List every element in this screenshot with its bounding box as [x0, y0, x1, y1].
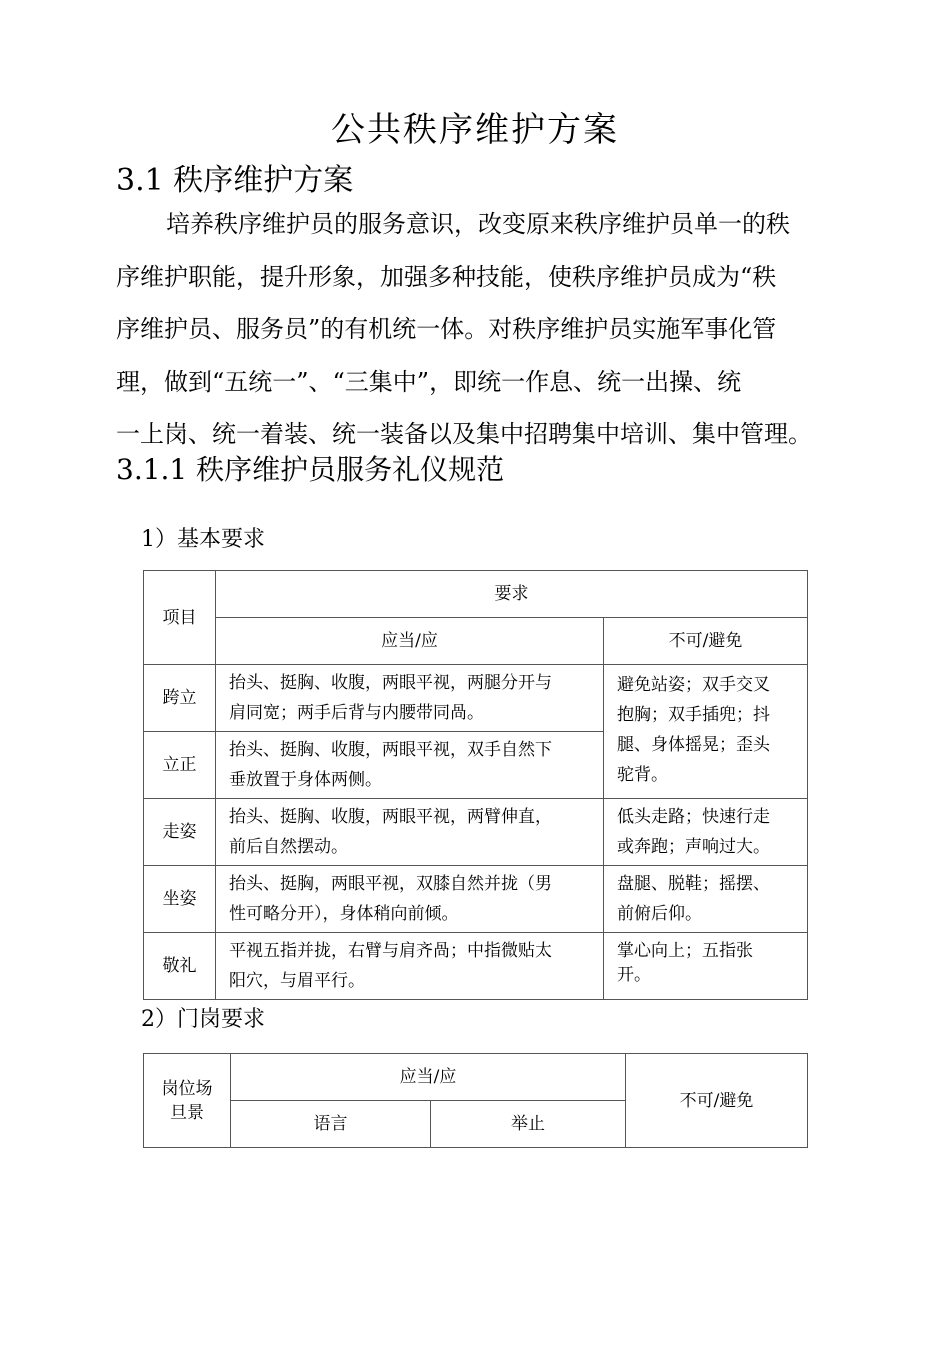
- cell-line: 驼背。: [617, 765, 668, 785]
- header-scene: [144, 1054, 231, 1148]
- table-row: [144, 665, 808, 732]
- row-should: [216, 866, 604, 933]
- row-should: [216, 732, 604, 799]
- paragraph-line: 理，做到“五统一”、“三集中”，即统一作息、统一出操、统: [116, 367, 742, 396]
- row-avoid: [604, 799, 808, 866]
- paragraph-line: 一上岗、统一着装、统一装备以及集中招聘集中培训、集中管理。: [116, 420, 812, 448]
- cell-line: 阳穴，与眉平行。: [229, 971, 365, 991]
- merged-avoid-cell: [604, 665, 808, 799]
- header-item: 项目: [144, 571, 216, 665]
- subsection-heading: 3.1.1 秩序维护员服务礼仪规范: [116, 453, 505, 486]
- cell-line: 抬头、挺胸、收腹，两眼平视，两臂伸直，: [229, 807, 552, 827]
- paragraph-line: 培养秩序维护员的服务意识，改变原来秩序维护员单一的秩: [166, 210, 790, 238]
- row-item: 坐姿: [144, 866, 216, 933]
- table1-caption: 1）基本要求: [141, 527, 265, 552]
- header-requirement: 要求: [216, 571, 808, 618]
- cell-line: 岗位场: [161, 1078, 213, 1099]
- row-item: 走姿: [144, 799, 216, 866]
- table-header-row: [144, 571, 808, 618]
- table-header-row: [144, 618, 808, 665]
- cell-line: 盘腿、脱鞋；摇摆、: [617, 874, 770, 894]
- body-paragraph: [116, 198, 846, 461]
- table-header-row: [144, 1054, 808, 1101]
- paragraph-line: 序维护员、服务员”的有机统一体。对秩序维护员实施军事化管: [116, 315, 777, 343]
- row-item: 跨立: [144, 665, 216, 732]
- cell-line: 抱胸；双手插兜；抖: [617, 705, 770, 725]
- row-item: 敬礼: [144, 933, 216, 1000]
- paragraph-line: 序维护职能，提升形象，加强多种技能，使秩序维护员成为“秩: [116, 262, 777, 291]
- cell-line: 抬头、挺胸、收腹，两眼平视，双手自然下: [229, 740, 552, 760]
- header-action: 举止: [431, 1101, 626, 1148]
- cell-line: 垂放置于身体两侧。: [229, 770, 382, 790]
- cell-line: 避免站姿；双手交叉: [617, 675, 770, 695]
- header-should: 应当/应: [216, 618, 604, 665]
- cell-line: 前后自然摆动。: [229, 837, 348, 857]
- document-title: 公共秩序维护方案: [331, 110, 619, 150]
- table-row: [144, 866, 808, 933]
- cell-line: 开。: [617, 965, 651, 985]
- table-row: [144, 933, 808, 1000]
- row-avoid: [604, 866, 808, 933]
- cell-line: 性可略分开），身体稍向前倾。: [229, 904, 459, 924]
- row-avoid: [604, 933, 808, 1000]
- cell-line: 抬头、挺胸、收腹，两眼平视，两腿分开与: [229, 673, 552, 693]
- cell-line: 肩同宽；两手后背与内腰带同咼。: [229, 703, 484, 723]
- header-should: 应当/应: [231, 1054, 626, 1101]
- cell-line: 前俯后仰。: [617, 904, 702, 924]
- table2-caption: 2）门岗要求: [141, 1007, 265, 1032]
- row-should: [216, 665, 604, 732]
- header-avoid: 不可/避免: [626, 1054, 808, 1148]
- row-should: [216, 799, 604, 866]
- row-item: 立正: [144, 732, 216, 799]
- gate-post-table: [143, 1053, 808, 1148]
- cell-line: 抬头、挺胸，两眼平视，双膝自然并拢（男: [229, 874, 552, 894]
- cell-line: 低头走路；快速行走: [617, 807, 770, 827]
- cell-line: 平视五指并拢，右臂与肩齐咼；中指微贴太: [229, 941, 552, 961]
- row-should: [216, 933, 604, 1000]
- table-row: [144, 799, 808, 866]
- header-language: 语言: [231, 1101, 431, 1148]
- basic-requirements-table: [143, 570, 808, 1000]
- cell-line: 掌心向上；五指张: [617, 941, 753, 961]
- cell-line: 旦景: [170, 1102, 204, 1123]
- section-heading: 3.1 秩序维护方案: [116, 163, 354, 198]
- cell-line: 腿、身体摇晃；歪头: [617, 735, 770, 755]
- header-avoid: 不可/避免: [604, 618, 808, 665]
- cell-line: 或奔跑；声响过大。: [617, 837, 770, 857]
